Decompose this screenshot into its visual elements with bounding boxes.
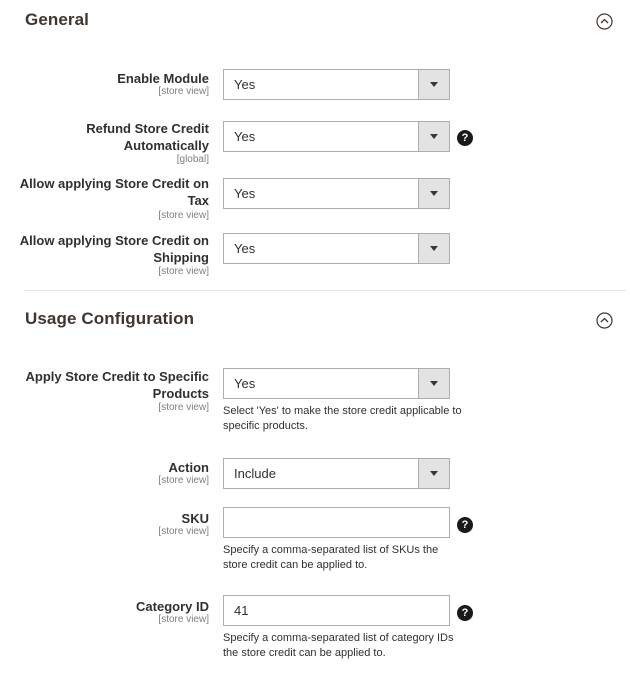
category-id-note: Specify a comma-separated list of category IDs the store credit can be applied to. (223, 632, 454, 659)
apply-on-tax-label: Allow applying Store Credit on Tax (19, 176, 209, 208)
apply-on-tax-value: Yes (234, 186, 256, 201)
refund-store-credit-label: Refund Store Credit Automatically (86, 121, 209, 153)
collapse-up-icon[interactable] (596, 312, 613, 329)
action-scope: [store view] (158, 475, 209, 486)
dropdown-arrow-icon (418, 369, 449, 398)
category-id-input[interactable] (223, 595, 450, 626)
enable-module-scope: [store view] (158, 86, 209, 97)
enable-module-select[interactable] (223, 69, 450, 100)
enable-module-label: Enable Module (117, 71, 209, 86)
refund-store-credit-value: Yes (234, 129, 256, 144)
apply-on-shipping-select[interactable] (223, 233, 450, 264)
apply-on-shipping-value: Yes (234, 241, 256, 256)
help-icon[interactable]: ? (457, 605, 473, 621)
sku-scope: [store view] (158, 526, 209, 537)
action-value: Include (234, 466, 276, 481)
apply-specific-products-note: Select 'Yes' to make the store credit applicable to specific products. (223, 405, 462, 432)
category-id-scope: [store view] (158, 614, 209, 625)
section-title-general[interactable]: General (25, 10, 90, 29)
dropdown-arrow-icon (418, 459, 449, 488)
dropdown-arrow-icon (418, 122, 449, 151)
dropdown-arrow-icon (418, 70, 449, 99)
apply-specific-products-label: Apply Store Credit to Specific Products (25, 369, 209, 401)
action-label: Action (168, 460, 209, 475)
apply-on-shipping-label: Allow applying Store Credit on Shipping (19, 233, 209, 265)
category-id-label: Category ID (136, 599, 209, 614)
refund-store-credit-select[interactable] (223, 121, 450, 152)
apply-on-tax-select[interactable] (223, 178, 450, 209)
enable-module-value: Yes (234, 77, 256, 92)
apply-specific-products-scope: [store view] (158, 402, 209, 413)
sku-note: Specify a comma-separated list of SKUs the store credit can be applied to. (223, 544, 439, 571)
section-divider (24, 290, 626, 291)
collapse-up-icon[interactable] (596, 13, 613, 30)
help-icon[interactable]: ? (457, 517, 473, 533)
dropdown-arrow-icon (418, 234, 449, 263)
sku-label: SKU (181, 511, 209, 526)
apply-on-shipping-scope: [store view] (158, 266, 209, 277)
apply-specific-products-value: Yes (234, 376, 256, 391)
apply-specific-products-select[interactable] (223, 368, 450, 399)
help-icon[interactable]: ? (457, 130, 473, 146)
sku-input[interactable] (223, 507, 450, 538)
apply-on-tax-scope: [store view] (158, 210, 209, 221)
section-title-usage-configuration[interactable]: Usage Configuration (25, 309, 195, 328)
dropdown-arrow-icon (418, 179, 449, 208)
action-select[interactable] (223, 458, 450, 489)
refund-store-credit-scope: [global] (176, 154, 209, 165)
